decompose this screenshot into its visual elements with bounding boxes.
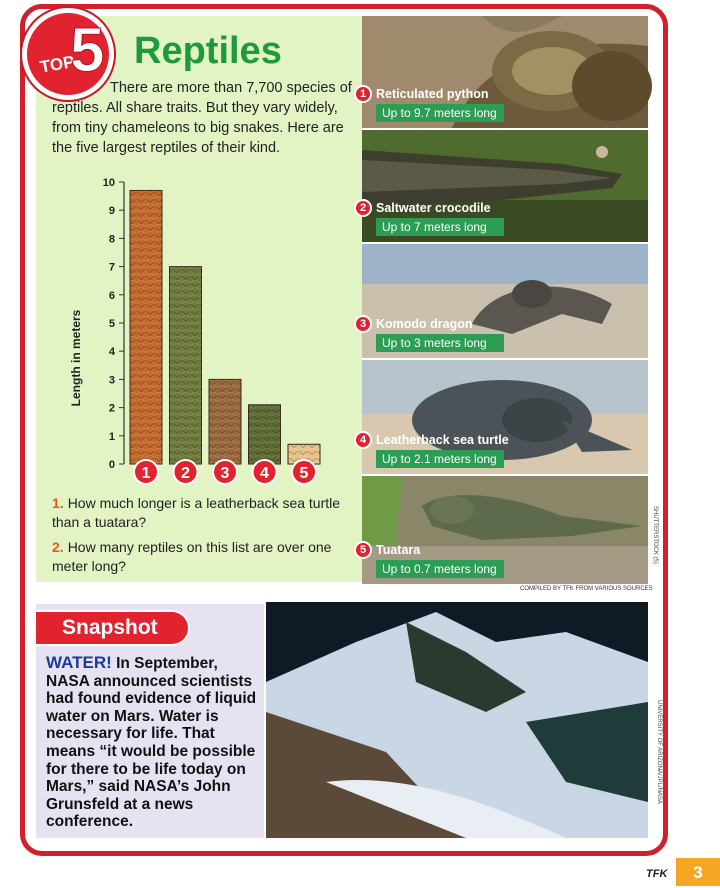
reptile-name: Tuatara <box>376 543 421 557</box>
question-1 <box>52 494 352 532</box>
bar-texture <box>130 190 162 464</box>
question-2 <box>52 538 352 576</box>
page-number: 3 <box>676 858 720 886</box>
mars-image <box>266 602 648 838</box>
bar-texture <box>249 405 281 464</box>
rank-number: 4 <box>354 431 372 449</box>
photo-komodo <box>359 244 648 358</box>
rank-number: 3 <box>354 315 372 333</box>
mars-photo <box>266 602 648 838</box>
bar-texture <box>209 379 241 464</box>
bar-texture <box>170 267 202 464</box>
questions <box>52 494 352 582</box>
footer-brand: TFK <box>646 868 668 880</box>
reptile-length: Up to 3 meters long <box>376 334 504 352</box>
question-number: 2. <box>52 539 64 555</box>
reptile-label-1 <box>354 85 534 122</box>
snapshot-lead: WATER! <box>46 653 112 672</box>
y-tick-label: 2 <box>108 402 115 415</box>
rank-number: 5 <box>354 541 372 559</box>
question-text: How many reptiles on this list are over one meter long? <box>52 539 332 574</box>
reptile-name: Saltwater crocodile <box>376 201 491 215</box>
snapshot-text <box>46 654 258 831</box>
y-tick-label: 8 <box>108 233 115 246</box>
badge-top-label: TOP <box>38 52 76 77</box>
photo-credit: SHUTTERSTOCK (5) <box>652 506 658 564</box>
y-tick-label: 10 <box>102 177 115 189</box>
x-tick-label: 3 <box>220 465 230 482</box>
y-tick-label: 9 <box>108 205 115 218</box>
compiled-credit: COMPILED BY TFK FROM VARIOUS SOURCES <box>520 586 653 592</box>
photo-turtle <box>359 360 648 474</box>
photo-python <box>359 16 648 128</box>
y-tick-label: 3 <box>108 374 115 387</box>
rank-number: 1 <box>354 85 372 103</box>
y-axis-label: Length in meters <box>69 309 83 407</box>
reptile-name: Komodo dragon <box>376 317 473 331</box>
reptile-name: Reticulated python <box>376 87 489 101</box>
y-tick-label: 1 <box>108 430 115 443</box>
badge-number: 5 <box>70 16 105 85</box>
reptile-label-2 <box>354 199 534 236</box>
snapshot-body: In September, NASA announced scientists had found evidence of liquid water on Mars. Water is necessary for life. That means “it would be possible for there to be life today on Mars,” said NASA’s John Grunsfeld at a news conference. <box>46 655 257 831</box>
photo-tuatara <box>359 476 648 584</box>
snapshot-tag: Snapshot <box>36 612 188 644</box>
reptile-length: Up to 9.7 meters long <box>376 104 504 122</box>
mars-credit: UNIVERSITY OF ARIZONA/JPL/NASA <box>656 700 662 804</box>
bar-chart <box>60 168 340 490</box>
intro-text: There are more than 7,700 species of reptiles. All share traits. But they vary widely, from tiny chameleons to big snakes. Here are the five largest reptiles of their kind. <box>52 80 352 156</box>
question-number: 1. <box>52 495 64 511</box>
reptile-label-3 <box>354 315 534 352</box>
rank-number: 2 <box>354 199 372 217</box>
reptile-name: Leatherback sea turtle <box>376 433 509 447</box>
photo-crocodile <box>359 130 648 242</box>
reptile-label-4 <box>354 431 534 468</box>
x-tick-label: 1 <box>141 465 151 482</box>
question-text: How much longer is a leatherback sea turtle than a tuatara? <box>52 495 341 530</box>
y-tick-label: 4 <box>108 346 115 359</box>
reptile-label-5 <box>354 541 534 578</box>
y-tick-label: 5 <box>108 318 115 330</box>
y-tick-label: 6 <box>108 289 115 302</box>
reptile-length: Up to 0.7 meters long <box>376 560 504 578</box>
page-title: Reptiles <box>134 30 282 72</box>
x-tick-label: 5 <box>299 465 309 482</box>
x-tick-label: 2 <box>181 465 190 482</box>
y-tick-label: 0 <box>108 459 115 471</box>
x-tick-label: 4 <box>260 465 269 482</box>
reptile-length: Up to 2.1 meters long <box>376 450 504 468</box>
reptile-length: Up to 7 meters long <box>376 218 504 236</box>
y-tick-label: 7 <box>108 261 115 274</box>
